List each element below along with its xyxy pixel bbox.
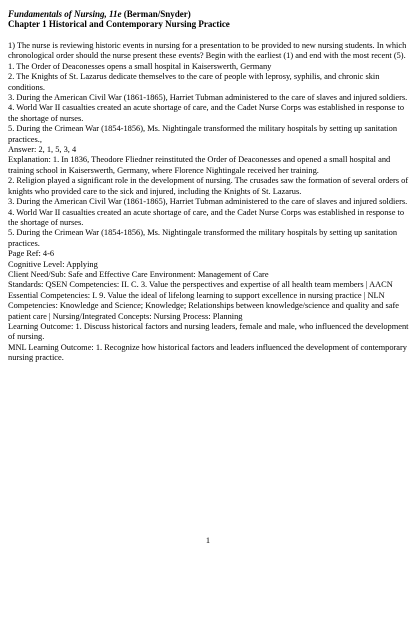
explanation-1: Explanation: 1. In 1836, Theodore Fliedner reinstituted the Order of Deaconesses and opened a small hospital and training school in Kaiserswerth, Germany, where Florence Nightingale received her training. — [8, 155, 391, 175]
option-1: 1. The Order of Deaconesses opens a small hospital in Kaiserswerth, Germany — [8, 61, 272, 71]
option-5: 5. During the Crimean War (1854-1856), Ms. Nightingale transformed the military hospitals by setting up sanitation practices., — [8, 124, 398, 144]
book-authors: (Berman/Snyder) — [123, 9, 191, 19]
explanation-5: 5. During the Crimean War (1854-1856), Ms. Nightingale transformed the military hospitals by setting up sanitation practices. — [8, 228, 398, 248]
question-stem: 1) The nurse is reviewing historic events in nursing for a presentation to be provided to new nursing students. In which chronological order should the nurse present these events? Begin with the earliest (1) and end with the most recent (5). — [8, 41, 407, 61]
explanation-2: 2. Religion played a significant role in the development of nursing. The crusades saw the formation of several orders of knights who provided care to the sick and injured, including the Knights of St. Lazarus. — [8, 176, 409, 196]
answer-line: Answer: 2, 1, 5, 3, 4 — [8, 145, 77, 155]
learning-outcome: Learning Outcome: 1. Discuss historical factors and nursing leaders, female and male, who influenced the development of nursing. — [8, 321, 409, 342]
book-name: Fundamentals of Nursing, 11e — [8, 9, 122, 19]
book-title — [8, 9, 410, 19]
option-4: 4. World War II casualties created an acute shortage of care, and the Cadet Nurse Corps was established in response to the shortage of nurses. — [8, 103, 405, 123]
page-number: 1 — [205, 536, 211, 545]
standards: Standards: QSEN Competencies: II. C. 3. Value the perspectives and expertise of all health team members | AACN Essential Competencies: I. 9. Value the ideal of lifelong learning to support excellence in nursing practice | NLN Competencies: Knowledge and Science; Knowledge; Relationships between knowledge/science and quality and safe patient care | Nursing/Integrated Concepts: Nursing Process: Planning — [8, 280, 399, 321]
explanation-4: 4. World War II casualties created an acute shortage of care, and the Cadet Nurse Corps was established in response to the shortage of nurses. — [8, 207, 405, 227]
option-2: 2. The Knights of St. Lazarus dedicate themselves to the care of people with leprosy, syphilis, and chronic skin conditions. — [8, 72, 380, 92]
client-need: Client Need/Sub: Safe and Effective Care Environment: Management of Care — [8, 269, 269, 279]
chapter-heading: Chapter 1 Historical and Contemporary Nursing Practice — [8, 19, 230, 29]
option-3: 3. During the American Civil War (1861-1865), Harriet Tubman administered to the care of slaves and injured soldiers. — [8, 93, 408, 103]
mnl-learning-outcome: MNL Learning Outcome: 1. Recognize how historical factors and leaders influenced the development of contemporary nursing practice. — [8, 342, 407, 363]
cognitive-level: Cognitive Level: Applying — [8, 259, 98, 269]
page-ref: Page Ref: 4-6 — [8, 249, 55, 259]
document-page — [8, 9, 410, 364]
explanation-3: 3. During the American Civil War (1861-1865), Harriet Tubman administered to the care of slaves and injured soldiers. — [8, 197, 408, 207]
question-block — [8, 41, 410, 364]
